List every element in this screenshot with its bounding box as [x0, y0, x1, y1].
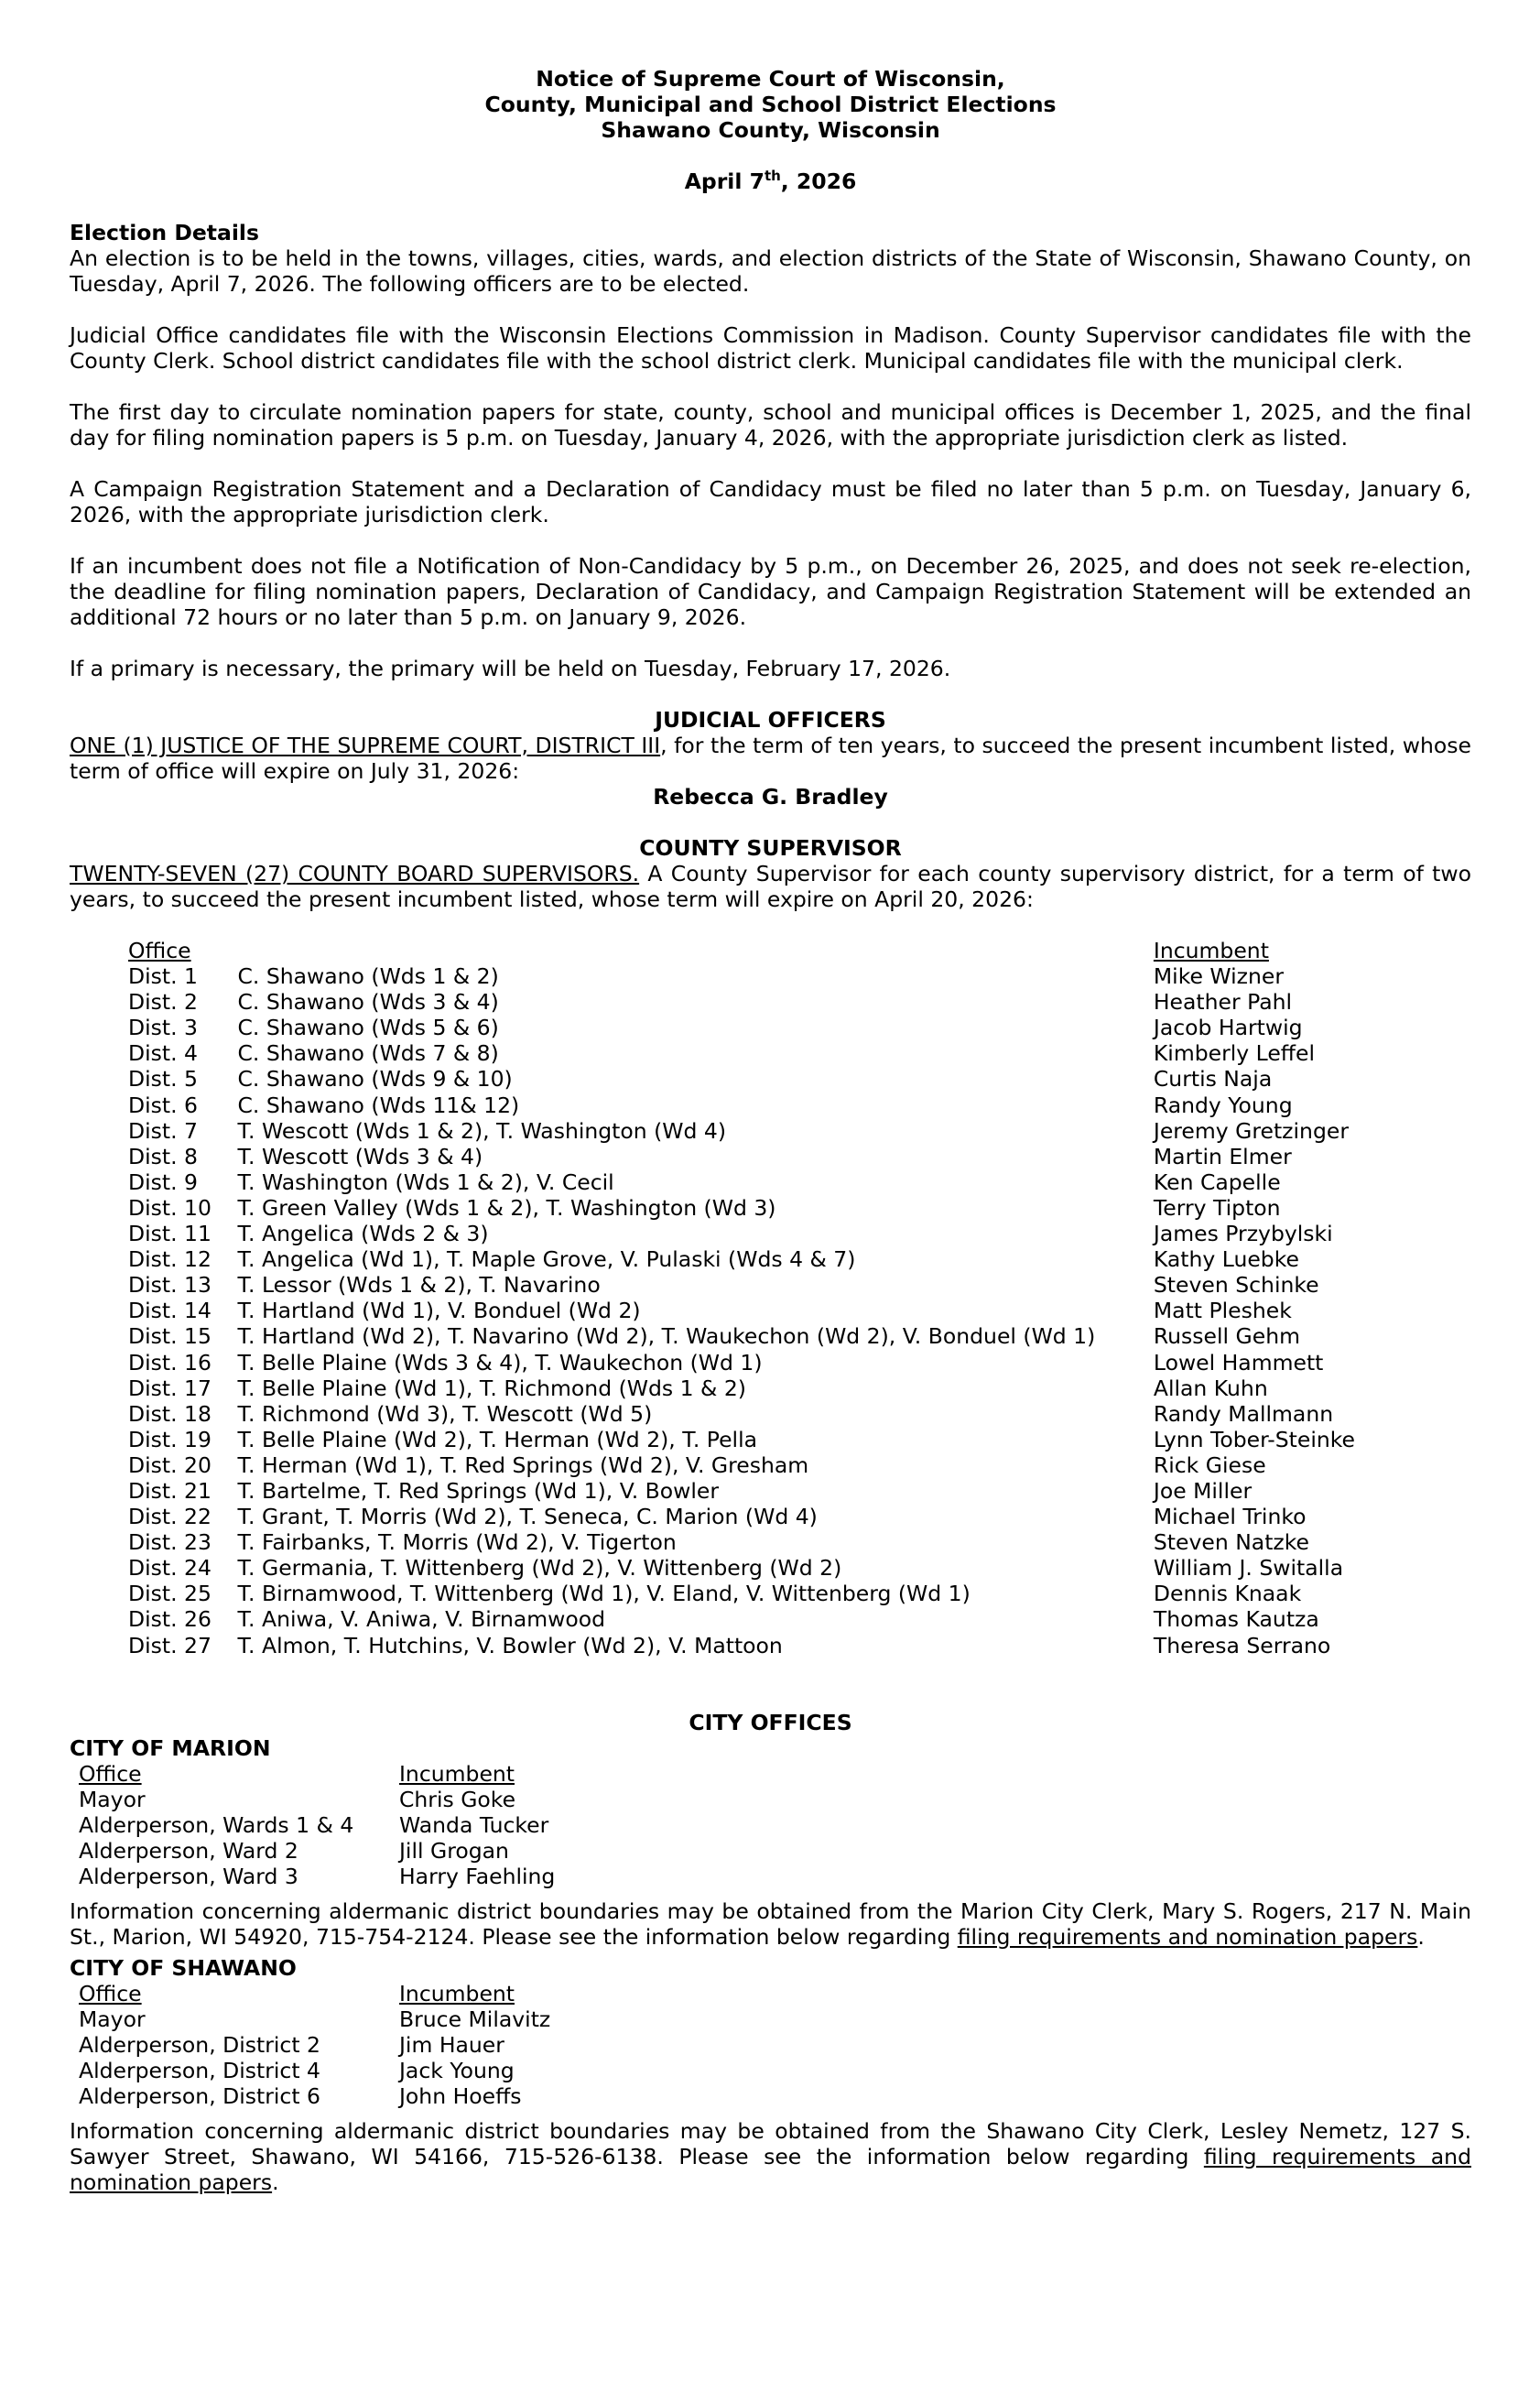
- district-incumbent: Thomas Kautza: [1153, 1606, 1319, 1633]
- election-date: [70, 169, 1471, 194]
- district-incumbent: Jeremy Gretzinger: [1153, 1117, 1349, 1144]
- marion-info-end: .: [1417, 1923, 1425, 1950]
- district-area: T. Herman (Wd 1), T. Red Springs (Wd 2), V. Gresham: [237, 1451, 809, 1478]
- district-area: C. Shawano (Wds 7 & 8): [237, 1040, 499, 1067]
- table-header-row: [79, 1981, 550, 2006]
- incumbent-column-header: Incumbent: [1153, 938, 1269, 963]
- office-column-header: Office: [79, 1760, 142, 1787]
- table-row: [128, 1504, 1355, 1529]
- table-row: [128, 1118, 1355, 1144]
- table-row: [128, 1478, 1355, 1504]
- district-number: Dist. 6: [128, 1092, 198, 1118]
- table-row: [128, 989, 1355, 1015]
- details-paragraph-1: An election is to be held in the towns, villages, cities, wards, and election districts of the State of Wisconsin, Shawano County, on Tuesday, April 7, 2026. The following officers are to be elected.: [70, 245, 1471, 297]
- district-incumbent: Randy Mallmann: [1153, 1400, 1334, 1427]
- details-paragraph-4: A Campaign Registration Statement and a Declaration of Candidacy must be filed no later than 5 p.m. on Tuesday, January 6, 2026, with the appropriate jurisdiction clerk.: [70, 476, 1471, 527]
- table-row: [79, 1787, 555, 1812]
- office-incumbent: Harry Faehling: [399, 1863, 556, 1889]
- district-incumbent: James Przybylski: [1153, 1221, 1333, 1247]
- table-row: [128, 1529, 1355, 1555]
- table-row: [128, 1144, 1355, 1169]
- table-row: [128, 1169, 1355, 1195]
- district-number: Dist. 18: [128, 1400, 211, 1427]
- county-supervisor-office: TWENTY-SEVEN (27) COUNTY BOARD SUPERVISORS.: [70, 861, 640, 886]
- district-area: T. Almon, T. Hutchins, V. Bowler (Wd 2), V. Mattoon: [237, 1632, 783, 1658]
- district-incumbent: Ken Capelle: [1153, 1169, 1281, 1195]
- table-row: [79, 2058, 550, 2083]
- table-row: [128, 1272, 1355, 1298]
- district-number: Dist. 23: [128, 1529, 211, 1556]
- district-incumbent: Mike Wizner: [1153, 963, 1284, 990]
- table-row: [128, 1452, 1355, 1478]
- office-title: Alderperson, Ward 3: [79, 1863, 298, 1889]
- district-number: Dist. 3: [128, 1015, 198, 1041]
- district-area: T. Hartland (Wd 1), V. Bonduel (Wd 2): [237, 1298, 641, 1324]
- district-area: T. Belle Plaine (Wd 1), T. Richmond (Wds 1 & 2): [237, 1375, 746, 1401]
- district-incumbent: Theresa Serrano: [1153, 1632, 1331, 1658]
- district-number: Dist. 20: [128, 1451, 211, 1478]
- table-row: [128, 1581, 1355, 1606]
- district-area: T. Grant, T. Morris (Wd 2), T. Seneca, C. Marion (Wd 4): [237, 1504, 818, 1530]
- district-area: C. Shawano (Wds 3 & 4): [237, 989, 499, 1016]
- district-area: T. Wescott (Wds 3 & 4): [237, 1143, 483, 1169]
- district-area: T. Angelica (Wd 1), T. Maple Grove, V. Pulaski (Wds 4 & 7): [237, 1246, 856, 1273]
- details-paragraph-5: If an incumbent does not file a Notification of Non-Candidacy by 5 p.m., on December 26, 2025, and does not seek re-election, the deadline for filing nomination papers, Declaration of Candidacy, and Campaign Registration Statement will be extended an additional 72 hours or no later than 5 p.m. on January 9, 2026.: [70, 553, 1471, 630]
- district-area: T. Germania, T. Wittenberg (Wd 2), V. Wittenberg (Wd 2): [237, 1555, 842, 1582]
- district-number: Dist. 9: [128, 1169, 198, 1195]
- shawano-filing-link[interactable]: filing requirements and nomination papers: [70, 2143, 1471, 2195]
- district-incumbent: Curtis Naja: [1153, 1066, 1273, 1093]
- district-incumbent: Russell Gehm: [1153, 1323, 1300, 1350]
- district-area: C. Shawano (Wds 5 & 6): [237, 1015, 499, 1041]
- table-header-row: [79, 1761, 555, 1787]
- supervisor-district-table: [128, 938, 1355, 1658]
- incumbent-column-header: Incumbent: [399, 1980, 515, 2006]
- table-row: [128, 1246, 1355, 1272]
- notice-title: [70, 66, 1471, 143]
- table-row: [79, 1864, 555, 1889]
- district-number: Dist. 26: [128, 1606, 211, 1633]
- district-number: Dist. 24: [128, 1555, 211, 1582]
- district-area: T. Birnamwood, T. Wittenberg (Wd 1), V. Eland, V. Wittenberg (Wd 1): [237, 1581, 971, 1607]
- table-row: [128, 1221, 1355, 1246]
- table-row: [128, 1066, 1355, 1092]
- district-number: Dist. 2: [128, 989, 198, 1016]
- district-number: Dist. 22: [128, 1504, 211, 1530]
- table-row: [128, 1015, 1355, 1040]
- district-area: T. Angelica (Wds 2 & 3): [237, 1221, 489, 1247]
- table-row: [79, 1812, 555, 1838]
- office-title: Alderperson, District 6: [79, 2082, 320, 2109]
- judicial-text: , for the term of ten years, to succeed the present incumbent listed, whose term of office will expire on July 31, 2026:: [70, 733, 1471, 784]
- district-number: Dist. 15: [128, 1323, 211, 1350]
- district-incumbent: Jacob Hartwig: [1153, 1015, 1303, 1041]
- district-number: Dist. 11: [128, 1221, 211, 1247]
- district-number: Dist. 27: [128, 1632, 211, 1658]
- table-header-row: [128, 938, 1355, 963]
- district-incumbent: Terry Tipton: [1153, 1194, 1281, 1221]
- title-line-1: Notice of Supreme Court of Wisconsin,: [536, 66, 1005, 92]
- district-incumbent: Lynn Tober-Steinke: [1153, 1426, 1355, 1452]
- marion-office-table: [79, 1761, 555, 1889]
- district-area: C. Shawano (Wds 9 & 10): [237, 1066, 513, 1093]
- district-area: T. Belle Plaine (Wd 2), T. Herman (Wd 2), T. Pella: [237, 1426, 758, 1452]
- office-title: Alderperson, District 4: [79, 2057, 320, 2083]
- district-incumbent: William J. Switalla: [1153, 1555, 1344, 1582]
- table-row: [128, 1350, 1355, 1375]
- marion-clerk-info: [70, 1898, 1471, 1950]
- district-area: T. Aniwa, V. Aniwa, V. Birnamwood: [237, 1606, 606, 1633]
- office-incumbent: Jim Hauer: [399, 2031, 504, 2058]
- election-details-heading: Election Details: [70, 220, 259, 245]
- district-area: C. Shawano (Wds 11& 12): [237, 1092, 520, 1118]
- district-area: T. Lessor (Wds 1 & 2), T. Navarino: [237, 1272, 601, 1299]
- office-incumbent: John Hoeffs: [399, 2082, 522, 2109]
- city-of-shawano-heading: CITY OF SHAWANO: [70, 1954, 297, 1981]
- district-number: Dist. 12: [128, 1246, 211, 1273]
- title-line-3: Shawano County, Wisconsin: [601, 117, 940, 143]
- district-incumbent: Michael Trinko: [1153, 1504, 1307, 1530]
- district-incumbent: Martin Elmer: [1153, 1143, 1292, 1169]
- district-incumbent: Allan Kuhn: [1153, 1375, 1268, 1401]
- marion-filing-link[interactable]: filing requirements and nomination papers: [957, 1923, 1418, 1950]
- city-of-marion-heading: CITY OF MARION: [70, 1734, 271, 1761]
- table-row: [128, 1427, 1355, 1452]
- date-superscript: th: [764, 168, 781, 185]
- office-title: Mayor: [79, 1786, 146, 1812]
- shawano-office-table: [79, 1981, 550, 2109]
- office-incumbent: Wanda Tucker: [399, 1811, 549, 1838]
- district-number: Dist. 16: [128, 1349, 211, 1375]
- district-area: T. Belle Plaine (Wds 3 & 4), T. Waukechon (Wd 1): [237, 1349, 763, 1375]
- district-area: C. Shawano (Wds 1 & 2): [237, 963, 499, 990]
- judicial-incumbent: Rebecca G. Bradley: [653, 784, 888, 810]
- county-supervisor-heading: COUNTY SUPERVISOR: [639, 835, 902, 861]
- office-incumbent: Bruce Milavitz: [399, 2006, 551, 2032]
- district-incumbent: Steven Natzke: [1153, 1529, 1309, 1556]
- district-incumbent: Dennis Knaak: [1153, 1581, 1302, 1607]
- details-paragraph-3: The first day to circulate nomination papers for state, county, school and municipal offices is December 1, 2025, and the final day for filing nomination papers is 5 p.m. on Tuesday, January 4, 2026, with the appropriate jurisdiction clerk as listed.: [70, 399, 1471, 451]
- details-paragraph-2: Judicial Office candidates file with the Wisconsin Elections Commission in Madison. County Supervisor candidates file with the County Clerk. School district candidates file with the school district clerk. Municipal candidates file with the municipal clerk.: [70, 322, 1471, 374]
- office-incumbent: Chris Goke: [399, 1786, 516, 1812]
- table-row: [128, 1606, 1355, 1632]
- date-prefix: April 7: [684, 169, 765, 194]
- district-number: Dist. 19: [128, 1426, 211, 1452]
- district-incumbent: Matt Pleshek: [1153, 1298, 1292, 1324]
- district-incumbent: Kathy Luebke: [1153, 1246, 1299, 1273]
- district-number: Dist. 5: [128, 1066, 198, 1093]
- table-row: [128, 1555, 1355, 1581]
- district-incumbent: Randy Young: [1153, 1092, 1293, 1118]
- office-title: Alderperson, District 2: [79, 2031, 320, 2058]
- office-title: Alderperson, Wards 1 & 4: [79, 1811, 354, 1838]
- details-paragraph-6: If a primary is necessary, the primary will be held on Tuesday, February 17, 2026.: [70, 656, 951, 681]
- incumbent-column-header: Incumbent: [399, 1760, 515, 1787]
- district-area: T. Green Valley (Wds 1 & 2), T. Washington (Wd 3): [237, 1194, 776, 1221]
- district-area: T. Bartelme, T. Red Springs (Wd 1), V. Bowler: [237, 1477, 720, 1504]
- shawano-info-end: .: [272, 2169, 279, 2195]
- table-row: [79, 2006, 550, 2032]
- office-incumbent: Jill Grogan: [399, 1837, 509, 1864]
- table-row: [128, 1298, 1355, 1323]
- table-row: [79, 2083, 550, 2109]
- table-row: [128, 1093, 1355, 1118]
- office-title: Mayor: [79, 2006, 146, 2032]
- office-incumbent: Jack Young: [399, 2057, 515, 2083]
- district-area: T. Richmond (Wd 3), T. Wescott (Wd 5): [237, 1400, 653, 1427]
- shawano-info-text: Information concerning aldermanic district boundaries may be obtained from the Shawano City Clerk, Lesley Nemetz, 127 S. Sawyer Street, Shawano, WI 54166, 715-526-6138. Please see the information below regarding: [70, 2117, 1471, 2169]
- district-incumbent: Joe Miller: [1153, 1477, 1253, 1504]
- office-column-header: Office: [128, 938, 191, 963]
- table-row: [79, 2032, 550, 2058]
- district-number: Dist. 13: [128, 1272, 211, 1299]
- district-area: T. Hartland (Wd 2), T. Navarino (Wd 2), T. Waukechon (Wd 2), V. Bonduel (Wd 1): [237, 1323, 1096, 1350]
- district-incumbent: Rick Giese: [1153, 1451, 1266, 1478]
- table-row: [128, 963, 1355, 989]
- judicial-office: ONE (1) JUSTICE OF THE SUPREME COURT, DISTRICT III: [70, 733, 661, 758]
- district-incumbent: Steven Schinke: [1153, 1272, 1319, 1299]
- table-row: [128, 1375, 1355, 1401]
- district-area: T. Wescott (Wds 1 & 2), T. Washington (Wd 4): [237, 1117, 727, 1144]
- shawano-clerk-info: [70, 2118, 1471, 2195]
- county-supervisor-text: A County Supervisor for each county supervisory district, for a term of two years, to succeed the present incumbent listed, whose term will expire on April 20, 2026:: [70, 861, 1471, 912]
- county-supervisor-paragraph: [70, 861, 1471, 912]
- table-row: [128, 1195, 1355, 1221]
- table-row: [128, 1323, 1355, 1349]
- district-number: Dist. 14: [128, 1298, 211, 1324]
- district-number: Dist. 1: [128, 963, 198, 990]
- district-area: T. Washington (Wds 1 & 2), V. Cecil: [237, 1169, 614, 1195]
- judicial-heading: JUDICIAL OFFICERS: [655, 707, 886, 733]
- district-incumbent: Lowel Hammett: [1153, 1349, 1324, 1375]
- date-suffix: , 2026: [780, 169, 857, 194]
- district-incumbent: Heather Pahl: [1153, 989, 1293, 1016]
- district-number: Dist. 4: [128, 1040, 198, 1067]
- district-incumbent: Kimberly Leffel: [1153, 1040, 1315, 1067]
- district-number: Dist. 8: [128, 1143, 198, 1169]
- district-area: T. Fairbanks, T. Morris (Wd 2), V. Tigerton: [237, 1529, 677, 1556]
- district-number: Dist. 17: [128, 1375, 211, 1401]
- office-title: Alderperson, Ward 2: [79, 1837, 298, 1864]
- district-number: Dist. 21: [128, 1477, 211, 1504]
- table-row: [128, 1401, 1355, 1427]
- district-number: Dist. 7: [128, 1117, 198, 1144]
- table-row: [79, 1838, 555, 1864]
- table-row: [128, 1040, 1355, 1066]
- marion-info-text: Information concerning aldermanic district boundaries may be obtained from the Marion City Clerk, Mary S. Rogers, 217 N. Main St., Marion, WI 54920, 715-754-2124. Please see the information below regarding: [70, 1897, 1471, 1950]
- judicial-paragraph: [70, 733, 1471, 784]
- district-number: Dist. 25: [128, 1581, 211, 1607]
- city-offices-heading: CITY OFFICES: [689, 1709, 852, 1735]
- district-number: Dist. 10: [128, 1194, 211, 1221]
- office-column-header: Office: [79, 1980, 142, 2006]
- table-row: [128, 1633, 1355, 1658]
- title-line-2: County, Municipal and School District Elections: [484, 92, 1057, 117]
